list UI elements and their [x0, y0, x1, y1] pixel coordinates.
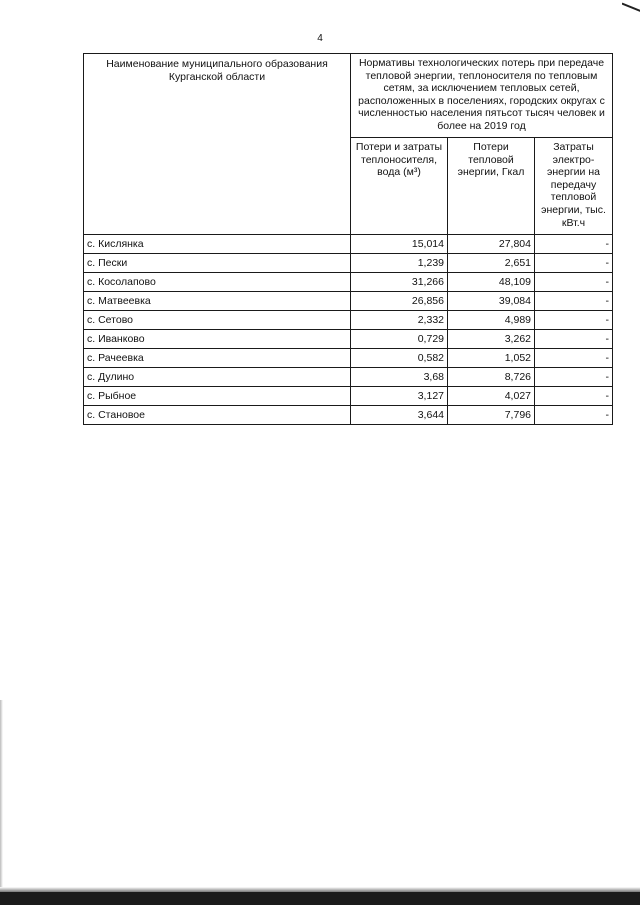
row-water-value: 1,239: [351, 254, 448, 273]
row-settlement: с. Дулино: [84, 368, 351, 387]
table-row: [84, 235, 613, 254]
row-heat-value: 7,796: [448, 406, 535, 425]
row-water-value: 3,68: [351, 368, 448, 387]
table-body: [84, 235, 613, 425]
table-header: [84, 54, 613, 235]
row-settlement: с. Матвеевка: [84, 292, 351, 311]
row-power-value: -: [535, 235, 613, 254]
header-municipality: Наименование муниципального образования Курганской области: [84, 54, 351, 235]
table-row: [84, 254, 613, 273]
row-power-value: -: [535, 273, 613, 292]
row-heat-value: 27,804: [448, 235, 535, 254]
row-power-value: -: [535, 406, 613, 425]
table-row: [84, 387, 613, 406]
row-power-value: -: [535, 387, 613, 406]
row-power-value: -: [535, 349, 613, 368]
table-row: [84, 311, 613, 330]
row-water-value: 0,582: [351, 349, 448, 368]
row-heat-value: 48,109: [448, 273, 535, 292]
norms-table: [83, 53, 613, 425]
row-settlement: с. Рыбное: [84, 387, 351, 406]
row-power-value: -: [535, 292, 613, 311]
table-row: [84, 406, 613, 425]
row-settlement: с. Кислянка: [84, 235, 351, 254]
row-water-value: 15,014: [351, 235, 448, 254]
table-row: [84, 349, 613, 368]
header-row-top: [84, 54, 613, 138]
row-heat-value: 39,084: [448, 292, 535, 311]
row-settlement: с. Рачеевка: [84, 349, 351, 368]
row-heat-value: 8,726: [448, 368, 535, 387]
row-water-value: 26,856: [351, 292, 448, 311]
row-heat-value: 4,027: [448, 387, 535, 406]
row-settlement: с. Косолапово: [84, 273, 351, 292]
header-norms-group: Нормативы технологических потерь при передаче тепловой энергии, теплоносителя по тепловым сетям, за исключением тепловых сетей, расположенных в поселениях, городских округах с численностью населения пятьсот тысяч человек и более на 2019 год: [351, 54, 613, 138]
table-row: [84, 273, 613, 292]
row-settlement: с. Пески: [84, 254, 351, 273]
row-power-value: -: [535, 254, 613, 273]
scan-bottom-border: [0, 892, 640, 905]
row-water-value: 3,644: [351, 406, 448, 425]
row-heat-value: 2,651: [448, 254, 535, 273]
row-heat-value: 4,989: [448, 311, 535, 330]
scan-corner-mark: [622, 0, 640, 14]
row-heat-value: 1,052: [448, 349, 535, 368]
row-settlement: с. Иванково: [84, 330, 351, 349]
row-water-value: 31,266: [351, 273, 448, 292]
header-heat-losses: Потери тепловой энергии, Гкал: [448, 138, 535, 235]
page-number: 4: [317, 33, 323, 44]
row-settlement: с. Сетово: [84, 311, 351, 330]
row-heat-value: 3,262: [448, 330, 535, 349]
row-water-value: 0,729: [351, 330, 448, 349]
row-water-value: 3,127: [351, 387, 448, 406]
row-power-value: -: [535, 368, 613, 387]
row-power-value: -: [535, 311, 613, 330]
row-power-value: -: [535, 330, 613, 349]
header-water-losses: Потери и затраты теплоносителя, вода (м³): [351, 138, 448, 235]
table-row: [84, 292, 613, 311]
table-row: [84, 368, 613, 387]
row-settlement: с. Становое: [84, 406, 351, 425]
row-water-value: 2,332: [351, 311, 448, 330]
scan-edge-shadow: [0, 700, 3, 890]
header-power-costs: Затраты электро-энергии на передачу тепловой энергии, тыс. кВт.ч: [535, 138, 613, 235]
table-row: [84, 330, 613, 349]
